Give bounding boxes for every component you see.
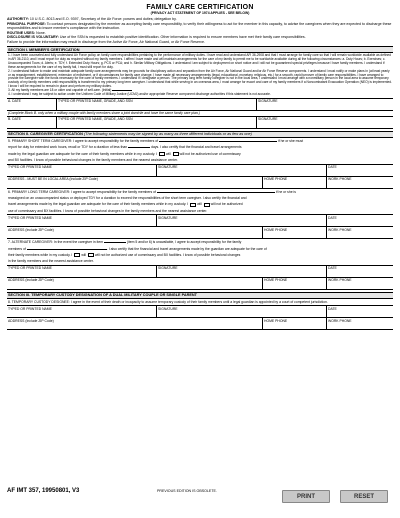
failure-text: Failure to provide the information may result in discharge from the Active Air Force, Air National Guard, or Air Force Reserve. (7, 39, 205, 44)
authority-text: 10 U.S.C. 8013 and E.O. 9397, Secretary of the Air Force: powers and duties; delegation by. (29, 17, 177, 21)
item-6-signature-field[interactable]: SIGNATURE (157, 215, 327, 226)
purpose-text: To contact persons designated by the member as accepting family care responsibility, to verify their willingness to act for the member in this capacity, to advise the caregivers when they are expected to discharge these responsibilities and to insure member's compliance with the instruction. (7, 21, 392, 30)
form-subtitle: (PRIVACY ACT STATEMENT OF 1974 APPLIES - SEE BELOW) (150, 11, 250, 15)
date-a-field[interactable]: A. DATE (7, 99, 57, 110)
section-2-header: SECTION II. CAREGIVER CERTIFICATION (The following statements may be signed by as many as three different individuals or as few as one) (7, 131, 393, 138)
section-1-item-2: 2. I understand failure to make and maintain adequate family care arrangements may be grounds for disciplinary action and separation from the Air Force, Air National Guard and/or Air Force Reserve components. I understand I must notify or make plans in (at least yearly or as reassignment, establishment, extension of enlistment, or if circumstances for family care change. I have made all necessary arrangements (legal, educational, monetary, religious, etc.) for a smooth, rapid turnover of family care responsibilities. I have arranged to provide the caregiver with the funds necessary for the care of family members. I understand if I designate a person. The primary long term family caregiver is not in the local area, I understand I must arrange with a nonmilitary person in the local area to assume temporary custody of my family members until responsibility is transferred to my primary long term caregiver. I understand that while serving in an overseas area, I must arrange for escort and care of my family members if a Noncombatant Evacuation Operation (NEO) is implemented. I know I will be required to remain in place and perform my military duties. (8, 68, 392, 89)
form-page (7, 4, 393, 330)
item-7-line-2: members of . I also certify that the financial and travel arrangements made by the guardian are adequate for the care of (8, 246, 267, 251)
item-5-will-not-checkbox[interactable] (173, 152, 179, 156)
item-7-home-phone-field[interactable]: HOME PHONE (263, 278, 327, 289)
item-5-line-2: report for duty for extended work hours, recall or TDY for a duration of less than days. I also certify that the financial and travel arrangements (8, 145, 242, 150)
joint-domicile-note: (Complete Block B. only when a military couple with family members share a joint domicile and have the same family care plan.) (7, 111, 393, 117)
item-5-line-3: made by the legal guardian are adequate for the care of their family members while in my custody. I will will not be authorized use of commissary (8, 151, 241, 156)
item-6-work-phone-field[interactable]: WORK PHONE (328, 227, 352, 232)
item-6-member-field[interactable] (157, 192, 275, 193)
item-7-name-row (7, 265, 393, 278)
section-1-item-1: 1. I have been counseled and fully understand Air Force policy on family care responsibilities pertaining to the performance of military duties. I have read and understand AFI 36-2908 and that I must arrange for family care so that I will remain worldwide available as defined in AFI 36-2110, and I must report for duty as required without my family members. I affirm I have made and will maintain arrangements for the care of my family to permit me to be worldwide available during all the following circumstances: a. Duty Hours; b. Exercises; c. Unaccompanied Tours; d. Alerts; e. TDY; f. Extended Duty Hours; g. PCS or PCA; and h. Similar Military Obligations. I understand I am subject to deployment on short notice and I will not be guaranteed special privileges because I have family members. I understand if these arrangements for the care of my family fail, I must still report for duty. (8, 53, 391, 69)
form-footer (7, 486, 393, 514)
item-7-line-3: their family members while in my custody. I will will not be authorized use of commissary and BX facilities. I know of possible behavioral changes (8, 253, 241, 258)
item-7-will-not-checkbox[interactable] (88, 253, 94, 257)
item-8-address-row (7, 318, 393, 330)
item-7-line-4: in the family members and the nearest assistance center. (8, 259, 94, 264)
item-8-text: 8. TEMPORARY CUSTODY DESIGNEE: I agree in the event of their death or incapacity to assume temporary custody of their family members until a legal guardian is appointed by a court of competent jurisdiction. (8, 299, 328, 304)
routine-uses-text: None. (36, 30, 46, 35)
authority-label: AUTHORITY: (7, 17, 29, 21)
item-6-will-checkbox[interactable] (190, 203, 196, 207)
section-1-item-4: 4. I understand I may be subject to action under the Uniform Code of Military Justice (UCMJ) and/or appropriate Reserve component discharge authorities if this statement is not accurate. (8, 92, 271, 97)
initial-field[interactable] (112, 90, 132, 91)
form-id: AF IMT 357, 19950801, V3 (7, 488, 80, 494)
routine-uses-label: ROUTINE USES: (7, 30, 36, 35)
item-7-line-1: 7. ALTERNATE CAREGIVER: In the event the caregiver in item (item 5 and/or 6) is unavailable, I agree to accept responsibility for the family (8, 240, 242, 245)
item-7-signature-field[interactable]: SIGNATURE (157, 266, 327, 277)
signature-b-field[interactable]: SIGNATURE (258, 117, 278, 122)
item-6-address-field[interactable]: ADDRESS (Include ZIP Code) (7, 227, 263, 238)
item-6-name-row (7, 214, 393, 227)
section-1-header: SECTION I. MEMBER'S CERTIFICATION (7, 46, 393, 53)
item-8-work-phone-field[interactable]: WORK PHONE (328, 318, 352, 323)
item-6-address-row (7, 227, 393, 239)
disclosure-label: DISCLOSURE IS VOLUNTARY: (7, 35, 59, 39)
edition-note: PREVIOUS EDITION IS OBSOLETE. (157, 489, 217, 493)
item-8-home-phone-field[interactable]: HOME PHONE (263, 318, 327, 329)
item-8-name-row (7, 305, 393, 318)
name-a-field[interactable]: TYPED OR PRINTED NAME, GRADE, AND SSN (57, 99, 257, 110)
item-8-name-field[interactable]: TYPED OR PRINTED NAME (7, 306, 157, 317)
item-7-work-phone-field[interactable]: WORK PHONE (328, 278, 352, 283)
item-5-line-4: and BX facilities. I know of possible behavioral changes in the family members and the nearest assistance center. (8, 158, 178, 163)
item-6-name-field[interactable]: TYPED OR PRINTED NAME (7, 215, 157, 226)
item-7-will-checkbox[interactable] (74, 253, 80, 257)
form-title: FAMILY CARE CERTIFICATION (146, 4, 254, 11)
item-8-address-field[interactable]: ADDRESS (Include ZIP Code) (7, 318, 263, 329)
item-5-address-row (7, 177, 393, 189)
item-5-home-phone-field[interactable]: HOME PHONE (263, 177, 327, 188)
item-6-line-1: 6. PRIMARY LONG TERM CAREGIVER: I agree to accept responsibility for the family members of if he or she is (8, 189, 296, 194)
name-b-field[interactable]: TYPED OR PRINTED NAME, GRADE, AND SSN (57, 117, 257, 128)
member-signature-row-a (7, 98, 393, 111)
item-5-name-field[interactable]: TYPED OR PRINTED NAME (7, 165, 157, 176)
privacy-act-statement (7, 17, 393, 44)
reset-button[interactable]: RESET (340, 490, 388, 503)
item-8-date-field[interactable]: DATE (328, 306, 337, 311)
member-signature-row-b (7, 117, 393, 129)
item-5-address-field[interactable]: ADDRESS - MUST BE IN LOCAL AREA (Include ZIP Code) (7, 177, 263, 188)
section-3-header: SECTION III. TEMPORARY CUSTODY DESIGNATION OF A DUAL MILITARY COUPLE OR SINGLE PARENT (7, 292, 393, 299)
item-5-date-field[interactable]: DATE (328, 165, 337, 170)
purpose-label: PRINCIPAL PURPOSE: (7, 21, 46, 26)
item-6-line-2: reassigned on an unaccompanied status or deployed TDY for a duration to exceed the responsibilities of the short term caregiver. I also certify the financial and (8, 196, 247, 200)
item-7-address-row (7, 278, 393, 290)
item-7-address-field[interactable]: ADDRESS (Include ZIP Code) (7, 278, 263, 289)
item-8-signature-field[interactable]: SIGNATURE (157, 306, 327, 317)
item-7-member-field[interactable] (27, 249, 107, 250)
item-5-work-phone-field[interactable]: WORK PHONE (328, 177, 352, 182)
item-7-item-field[interactable] (104, 242, 126, 243)
item-6-will-not-checkbox[interactable] (204, 203, 210, 207)
date-b-field[interactable]: B. DATE (7, 117, 57, 128)
item-7-name-field[interactable]: TYPED OR PRINTED NAME (7, 266, 157, 277)
item-5-line-1: 5. PRIMARY SHORT TERM CAREGIVER: I agree to accept responsibility for the family members of if he or she must (8, 138, 304, 143)
signature-a-field[interactable]: SIGNATURE (258, 99, 278, 104)
item-6-home-phone-field[interactable]: HOME PHONE (263, 227, 327, 238)
section-1-item-3: 3. All my family members are 18 or older and capable of self-care. (Initial) (8, 89, 392, 93)
item-5-signature-field[interactable]: SIGNATURE (157, 165, 327, 176)
print-button[interactable]: PRINT (282, 490, 330, 503)
item-5-days-field[interactable] (128, 147, 150, 148)
item-6-line-3: travel arrangements made by the legal guardian are adequate for the care of their family members while in my custody. I will will not be authorized (8, 202, 243, 207)
item-5-member-field[interactable] (159, 141, 277, 142)
section-1-body (7, 53, 393, 98)
item-6-line-4: use of commissary and BX facilities. I know of possible behavioral changes in the family members and the nearest assistance center. (8, 208, 208, 213)
item-7-date-field[interactable]: DATE (328, 266, 337, 271)
item-6-date-field[interactable]: DATE (328, 215, 337, 220)
disclosure-text: Use of the SSN is requested to establish positive identification. Other information is required to ensure members have met their family care responsibilities. (59, 35, 306, 39)
item-5-will-checkbox[interactable] (159, 152, 165, 156)
item-5-name-row (7, 164, 393, 177)
